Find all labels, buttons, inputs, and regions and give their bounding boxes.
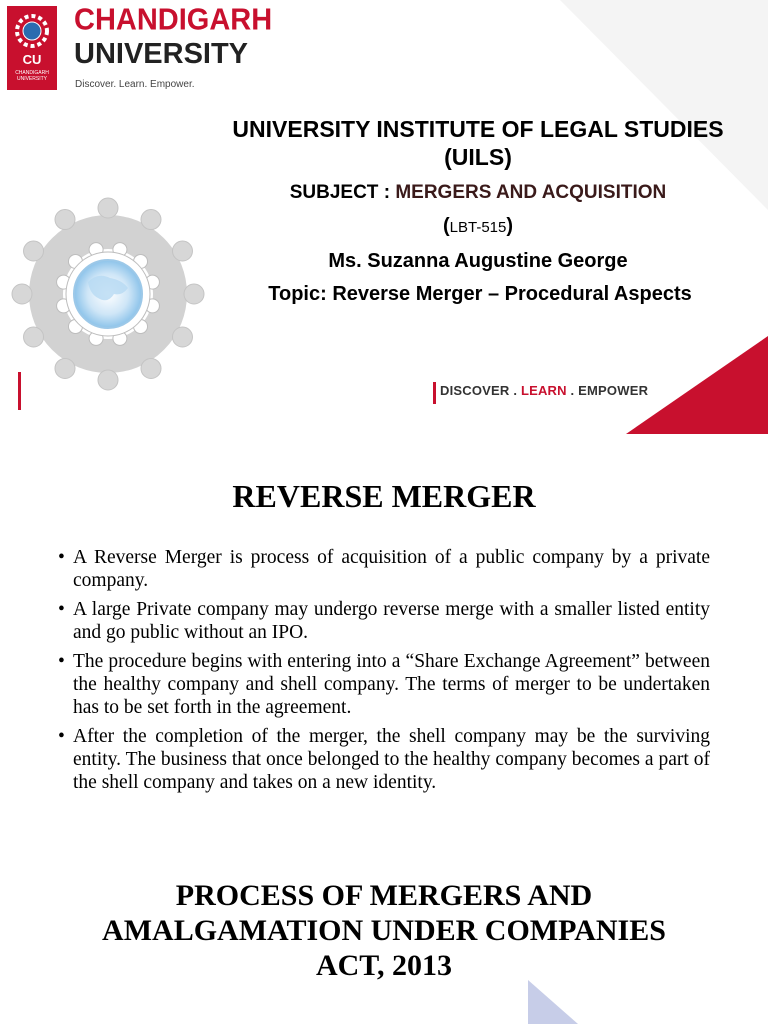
motto-empower: . EMPOWER bbox=[566, 383, 649, 398]
subject-code: LBT-515 bbox=[449, 219, 507, 236]
footer-motto bbox=[440, 383, 648, 398]
list-item bbox=[58, 598, 710, 644]
reverse-merger-slide bbox=[0, 442, 768, 842]
list-item bbox=[58, 650, 710, 719]
subject-value: MERGERS AND ACQUISITION bbox=[395, 182, 667, 203]
code-close-paren: ) bbox=[506, 215, 514, 237]
bullet-icon: • bbox=[58, 599, 65, 620]
bullet-text: A Reverse Merger is process of acquisition of a public company by a private company. bbox=[73, 547, 710, 591]
blue-corner-triangle bbox=[528, 980, 588, 1024]
institute-title: UNIVERSITY INSTITUTE OF LEGAL STUDIES (UILS) bbox=[232, 116, 724, 170]
list-item bbox=[58, 725, 710, 794]
footer-accent-bar bbox=[433, 382, 436, 404]
subject-code-line bbox=[218, 215, 738, 238]
teacher-name: Ms. Suzanna Augustine George bbox=[328, 250, 628, 272]
brand-name-line1: CHANDIGARH bbox=[74, 3, 273, 37]
list-item bbox=[58, 546, 710, 592]
bullet-list bbox=[58, 546, 710, 800]
bullet-text: A large Private company may undergo reverse merge with a smaller listed entity and go public without an IPO. bbox=[73, 599, 710, 643]
brand-tagline: Discover. Learn. Empower. bbox=[75, 79, 195, 90]
bullet-text: The procedure begins with entering into a “Share Exchange Agreement” between the healthy company and shell company. The terms of merger to be undertaken has to be set forth in the agreement. bbox=[73, 651, 710, 718]
slide-title bbox=[0, 878, 768, 983]
subject-line bbox=[218, 182, 738, 204]
subject-label: SUBJECT : bbox=[289, 182, 396, 203]
code-open-paren: ( bbox=[442, 215, 450, 237]
topic-title: Topic: Reverse Merger – Procedural Aspects bbox=[268, 283, 692, 305]
bullet-icon: • bbox=[58, 547, 65, 568]
title-line: PROCESS OF MERGERS AND bbox=[175, 879, 593, 912]
process-slide bbox=[0, 852, 768, 1024]
title-line: AMALGAMATION UNDER COMPANIES bbox=[102, 914, 666, 947]
slide-title: REVERSE MERGER bbox=[232, 478, 536, 514]
logo-text: CU bbox=[22, 52, 42, 67]
title-slide bbox=[0, 0, 768, 434]
motto-discover: DISCOVER . bbox=[440, 383, 521, 398]
red-accent-bar bbox=[18, 372, 21, 410]
brand-name-line2: UNIVERSITY bbox=[74, 38, 249, 70]
motto-learn: LEARN bbox=[520, 383, 567, 398]
logo-small-text: CHANDIGARH UNIVERSITY bbox=[15, 70, 49, 82]
bullet-text: After the completion of the merger, the shell company may be the surviving entity. The business that once belonged to the healthy company becomes a part of the shell company and takes on a new identity. bbox=[73, 726, 710, 793]
title-line: ACT, 2013 bbox=[315, 949, 453, 982]
bullet-icon: • bbox=[58, 651, 65, 672]
bullet-icon: • bbox=[58, 726, 65, 747]
